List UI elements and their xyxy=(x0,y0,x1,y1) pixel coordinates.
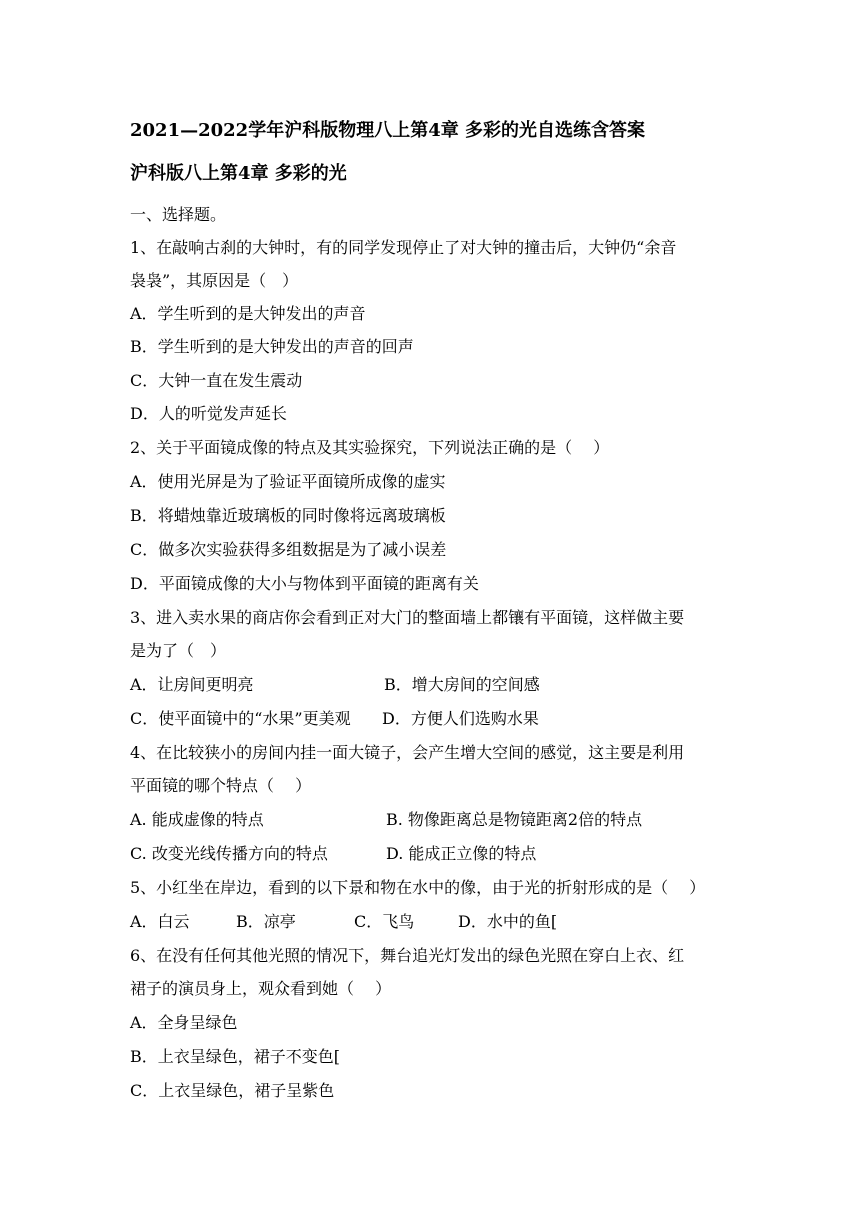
question-3-option-d: D．方便人们选购水果 xyxy=(382,709,539,728)
question-2-option-d: D．平面镜成像的大小与物体到平面镜的距离有关 xyxy=(130,574,479,593)
section-heading: 一、选择题。 xyxy=(130,205,227,224)
question-3-option-a: A．让房间更明亮 xyxy=(130,675,254,694)
question-4-stem-line-1: 4、在比较狭小的房间内挂一面大镜子，会产生增大空间的感觉，这主要是利用 xyxy=(130,743,685,762)
question-3-stem-line-1: 3、进入卖水果的商店你会看到正对大门的整面墙上都镶有平面镜，这样做主要 xyxy=(130,608,685,627)
document-title: 2021—2022学年沪科版物理八上第4章 多彩的光自选练含答案 xyxy=(130,120,645,141)
question-5-option-c: C．飞鸟 xyxy=(354,912,415,931)
question-6-stem-line-1: 6、在没有任何其他光照的情况下，舞台追光灯发出的绿色光照在穿白上衣、红 xyxy=(130,946,685,965)
question-6-stem-line-2: 裙子的演员身上，观众看到她（ ） xyxy=(130,979,392,998)
question-4-option-b: B. 物像距离总是物镜距离2倍的特点 xyxy=(386,810,643,829)
question-3-options-row-2 xyxy=(130,709,539,729)
question-5-options-row xyxy=(130,912,557,932)
question-1-option-c: C．大钟一直在发生震动 xyxy=(130,371,303,390)
question-4-option-d: D. 能成正立像的特点 xyxy=(386,844,537,863)
question-5-option-d: D．水中的鱼[ xyxy=(458,912,558,931)
question-2-option-c: C．做多次实验获得多组数据是为了减小误差 xyxy=(130,540,447,559)
question-4-stem-line-2: 平面镜的哪个特点（ ） xyxy=(130,776,312,795)
question-4-option-a: A. 能成虚像的特点 xyxy=(130,810,264,829)
question-1-option-d: D．人的听觉发声延长 xyxy=(130,404,287,423)
question-6-option-b: B．上衣呈绿色，裙子不变色[ xyxy=(130,1047,341,1066)
question-1-stem-line-1: 1、在敲响古刹的大钟时，有的同学发现停止了对大钟的撞击后，大钟仍“余音 xyxy=(130,238,677,257)
question-4-option-c: C. 改变光线传播方向的特点 xyxy=(130,844,328,863)
question-5-option-b: B．凉亭 xyxy=(236,912,296,931)
question-1-stem-line-2: 袅袅”，其原因是（ ） xyxy=(130,271,299,290)
question-2-option-a: A．使用光屏是为了验证平面镜所成像的虚实 xyxy=(130,472,446,491)
question-4-options-row-2 xyxy=(130,844,536,864)
question-1-option-b: B．学生听到的是大钟发出的声音的回声 xyxy=(130,337,414,356)
document-subtitle: 沪科版八上第4章 多彩的光 xyxy=(130,163,347,184)
question-5-stem: 5、小红坐在岸边，看到的以下景和物在水中的像，由于光的折射形成的是（ ） xyxy=(130,878,706,897)
question-3-options-row-1 xyxy=(130,675,540,695)
question-3-option-b: B．增大房间的空间感 xyxy=(384,675,540,694)
question-4-options-row-1 xyxy=(130,810,642,830)
question-6-option-c: C．上衣呈绿色，裙子呈紫色 xyxy=(130,1081,335,1100)
question-6-option-a: A．全身呈绿色 xyxy=(130,1013,238,1032)
question-1-option-a: A．学生听到的是大钟发出的声音 xyxy=(130,304,366,323)
question-2-stem: 2、关于平面镜成像的特点及其实验探究，下列说法正确的是（ ） xyxy=(130,438,610,457)
question-3-stem-line-2: 是为了（ ） xyxy=(130,641,227,660)
question-5-option-a: A．白云 xyxy=(130,912,190,931)
question-2-option-b: B．将蜡烛靠近玻璃板的同时像将远离玻璃板 xyxy=(130,506,446,525)
question-3-option-c: C．使平面镜中的“水果”更美观 xyxy=(130,709,351,728)
